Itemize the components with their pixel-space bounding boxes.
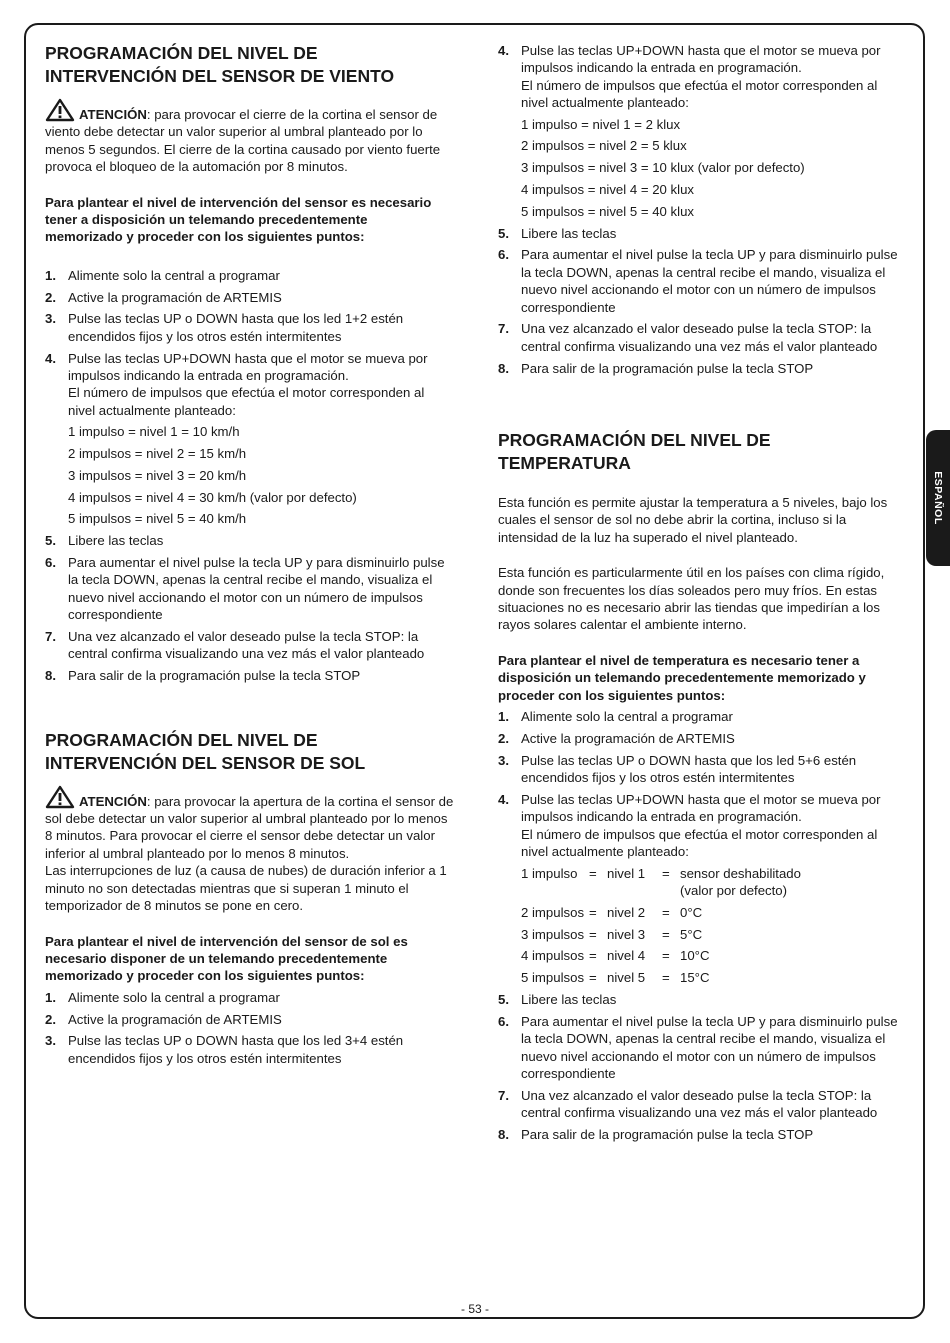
list-item: 1. Alimente solo la central a programar <box>45 267 280 283</box>
level-row: 2 impulsos = nivel 2 = 5 klux <box>521 138 687 154</box>
list-item: 7. Una vez alcanzado el valor deseado pulse la tecla STOP: la central confirma visualizando una vez más el valor planteado <box>498 1087 878 1121</box>
sun-section <box>45 729 455 1067</box>
temp-paragraph-2: Esta función es particularmente útil en los países con clima rígido, donde son frecuentes los días soleados pero muy fríos. En estas situaciones no es necesario abrir las tiendas que impedirían a los rayos solares calentar el ambiente interno. <box>498 565 885 633</box>
list-item: 1. Alimente solo la central a programar <box>45 989 280 1005</box>
wind-levels <box>68 423 455 528</box>
temp-title: PROGRAMACIÓN DEL NIVEL DE TEMPERATURA <box>498 430 771 474</box>
sun-steps-part1 <box>45 989 455 1067</box>
wind-attention <box>45 98 455 176</box>
warning-icon <box>45 98 75 122</box>
wind-title: PROGRAMACIÓN DEL NIVEL DE INTERVENCIÓN DEL SENSOR DE VIENTO <box>45 43 395 86</box>
list-item: 1. Alimente solo la central a programar <box>498 709 733 725</box>
list-item: 6. Para aumentar el nivel pulse la tecla UP y para disminuirlo pulse la tecla DOWN, apenas la central recibe el mando, visualiza el nuevo nivel accionando el motor con un número de impulsos correspondiente <box>498 1013 898 1081</box>
list-item: 7. Una vez alcanzado el valor deseado pulse la tecla STOP: la central confirma visualizando una vez más el valor planteado <box>45 629 425 662</box>
temp-levels <box>521 865 908 987</box>
sun-levels <box>521 116 908 221</box>
temp-steps <box>498 708 908 1143</box>
list-item: 4. Pulse las teclas UP+DOWN hasta que el motor se mueva por impulsos indicando la entrada en programación. El número de impulsos que efectúa el motor corresponden al nivel actualmente planteado: 1 impulso = nivel 1 = sensor deshabilitado (valor por defecto) 2 impulsos = nivel 2 = 0°C 3 impulsos = nivel 3 = 5°C 4 impulsos = nivel 4 = 10°C 5 impulsos = nivel 5 = 15°C <box>498 791 908 987</box>
list-item: 8. Para salir de la programación pulse la tecla STOP <box>45 668 361 684</box>
sun-steps-part2 <box>498 42 908 377</box>
list-item: 6. Para aumentar el nivel pulse la tecla UP y para disminuirlo pulse la tecla DOWN, apenas la central recibe el mando, visualiza el nuevo nivel accionando el motor con un número de impulsos correspondiente <box>45 555 445 623</box>
sun-attention <box>45 785 455 915</box>
page-number: - 53 - <box>460 1302 489 1316</box>
sun-attention-text: : para provocar la apertura de la cortina el sensor de sol debe detectar un valor superior al umbral planteado por lo menos 8 minutos. Para provocar el cierre el sensor debe detectar un valor inferior al umbral planteado por lo menos 8 minutos. Las interrupciones de luz (a causa de nubes) de duración inferior a 1 minuto no son detectadas mientras que si superan 1 minuto el temporizador de 8 minutos se pone en cero. <box>45 793 454 914</box>
sun-title: PROGRAMACIÓN DEL NIVEL DE INTERVENCIÓN DEL SENSOR DE SOL <box>45 729 366 773</box>
sun-attention-label: ATENCIÓN <box>79 793 147 809</box>
list-item: 3. Pulse las teclas UP o DOWN hasta que los led 5+6 estén encendidos fijos y los otros estén intermitentes <box>498 752 857 786</box>
wind-attention-text: : para provocar el cierre de la cortina el sensor de viento debe detectar un valor superior al umbral planteado por lo menos 5 segundos. El cierre de la cortina causado por viento fuerte provoca el bloqueo de la automación por 8 minutos. <box>45 107 441 175</box>
level-row: 4 impulsos = nivel 4 = 10°C <box>521 948 710 964</box>
wind-attention-label: ATENCIÓN <box>79 107 147 122</box>
level-row: 1 impulso = nivel 1 = 10 km/h <box>68 424 240 440</box>
list-item: 6. Para aumentar el nivel pulse la tecla UP y para disminuirlo pulse la tecla DOWN, apenas la central recibe el mando, visualiza el nuevo nivel accionando el motor con un número de impulsos correspondiente <box>498 247 898 315</box>
list-item: 4. Pulse las teclas UP+DOWN hasta que el motor se mueva por impulsos indicando la entrada en programación. El número de impulsos que efectúa el motor corresponden al nivel actualmente planteado: 1 impulso = nivel 1 = 2 klux 2 impulsos = nivel 2 = 5 klux 3 impulsos = nivel 3 = 10 klux (valor por defecto) 4 impulsos = nivel 4 = 20 klux 5 impulsos = nivel 5 = 40 klux <box>498 42 908 220</box>
list-item: 8. Para salir de la programación pulse la tecla STOP <box>498 1126 814 1142</box>
level-row: 3 impulsos = nivel 3 = 20 km/h <box>68 467 247 483</box>
level-row: 2 impulsos = nivel 2 = 0°C <box>521 904 703 920</box>
level-row: 3 impulsos = nivel 3 = 5°C <box>521 926 703 942</box>
list-item: 2. Active la programación de ARTEMIS <box>45 1011 282 1027</box>
list-item: 5. Libere las teclas <box>498 225 617 241</box>
level-row: 5 impulsos = nivel 5 = 40 klux <box>521 203 694 219</box>
level-row: 1 impulso = nivel 1 = sensor deshabilitado (valor por defecto) <box>521 865 801 898</box>
list-item: 3. Pulse las teclas UP o DOWN hasta que los led 1+2 estén encendidos fijos y los otros estén intermitentes <box>45 311 404 344</box>
wind-steps <box>45 267 455 685</box>
right-column <box>498 42 908 1148</box>
temp-section <box>498 429 908 1143</box>
list-item: 3. Pulse las teclas UP o DOWN hasta que los led 3+4 estén encendidos fijos y los otros estén intermitentes <box>45 1033 404 1066</box>
sun-intro: Para plantear el nivel de intervención del sensor de sol es necesario disponer de un telemando precedentemente memorizado y proceder con los siguientes puntos: <box>45 933 408 984</box>
wind-intro: Para plantear el nivel de intervención del sensor es necesario tener a disposición un telemando precedentemente memorizado y proceder con los siguientes puntos: <box>45 194 432 245</box>
temp-paragraph-1: Esta función es permite ajustar la temperatura a 5 niveles, bajo los cuales el sensor de sol no debe abrir la cortina, incluso si la intensidad de la luz ha superado el nivel planteado. <box>498 495 888 545</box>
list-item: 2. Active la programación de ARTEMIS <box>498 730 735 746</box>
language-tab <box>926 430 950 566</box>
level-row: 2 impulsos = nivel 2 = 15 km/h <box>68 446 247 462</box>
language-tab-label: ESPAÑOL <box>932 471 944 525</box>
list-item: 4. Pulse las teclas UP+DOWN hasta que el motor se mueva por impulsos indicando la entrada en programación. El número de impulsos que efectúa el motor corresponden al nivel actualmente planteado: 1 impulso = nivel 1 = 10 km/h 2 impulsos = nivel 2 = 15 km/h 3 impulsos = nivel 3 = 20 km/h 4 impulsos = nivel 4 = 30 km/h (valor por defecto) 5 impulsos = nivel 5 = 40 km/h <box>45 350 455 528</box>
list-item: 5. Libere las teclas <box>45 533 164 549</box>
warning-icon <box>45 785 75 809</box>
level-row: 4 impulsos = nivel 4 = 20 klux <box>521 182 694 198</box>
wind-section <box>45 42 455 685</box>
list-item: 8. Para salir de la programación pulse la tecla STOP <box>498 360 814 376</box>
list-item: 7. Una vez alcanzado el valor deseado pulse la tecla STOP: la central confirma visualizando una vez más el valor planteado <box>498 321 878 354</box>
temp-intro: Para plantear el nivel de temperatura es necesario tener a disposición un telemando precedentemente memorizado y proceder con los siguientes puntos: <box>498 652 866 703</box>
level-row: 5 impulsos = nivel 5 = 40 km/h <box>68 511 247 527</box>
level-row: 3 impulsos = nivel 3 = 10 klux (valor por defecto) <box>521 160 805 176</box>
left-column <box>45 42 455 1072</box>
level-row: 4 impulsos = nivel 4 = 30 km/h (valor por defecto) <box>68 489 357 505</box>
list-item: 5. Libere las teclas <box>498 991 617 1007</box>
level-row: 1 impulso = nivel 1 = 2 klux <box>521 116 681 132</box>
level-row: 5 impulsos = nivel 5 = 15°C <box>521 970 710 986</box>
list-item: 2. Active la programación de ARTEMIS <box>45 289 282 305</box>
